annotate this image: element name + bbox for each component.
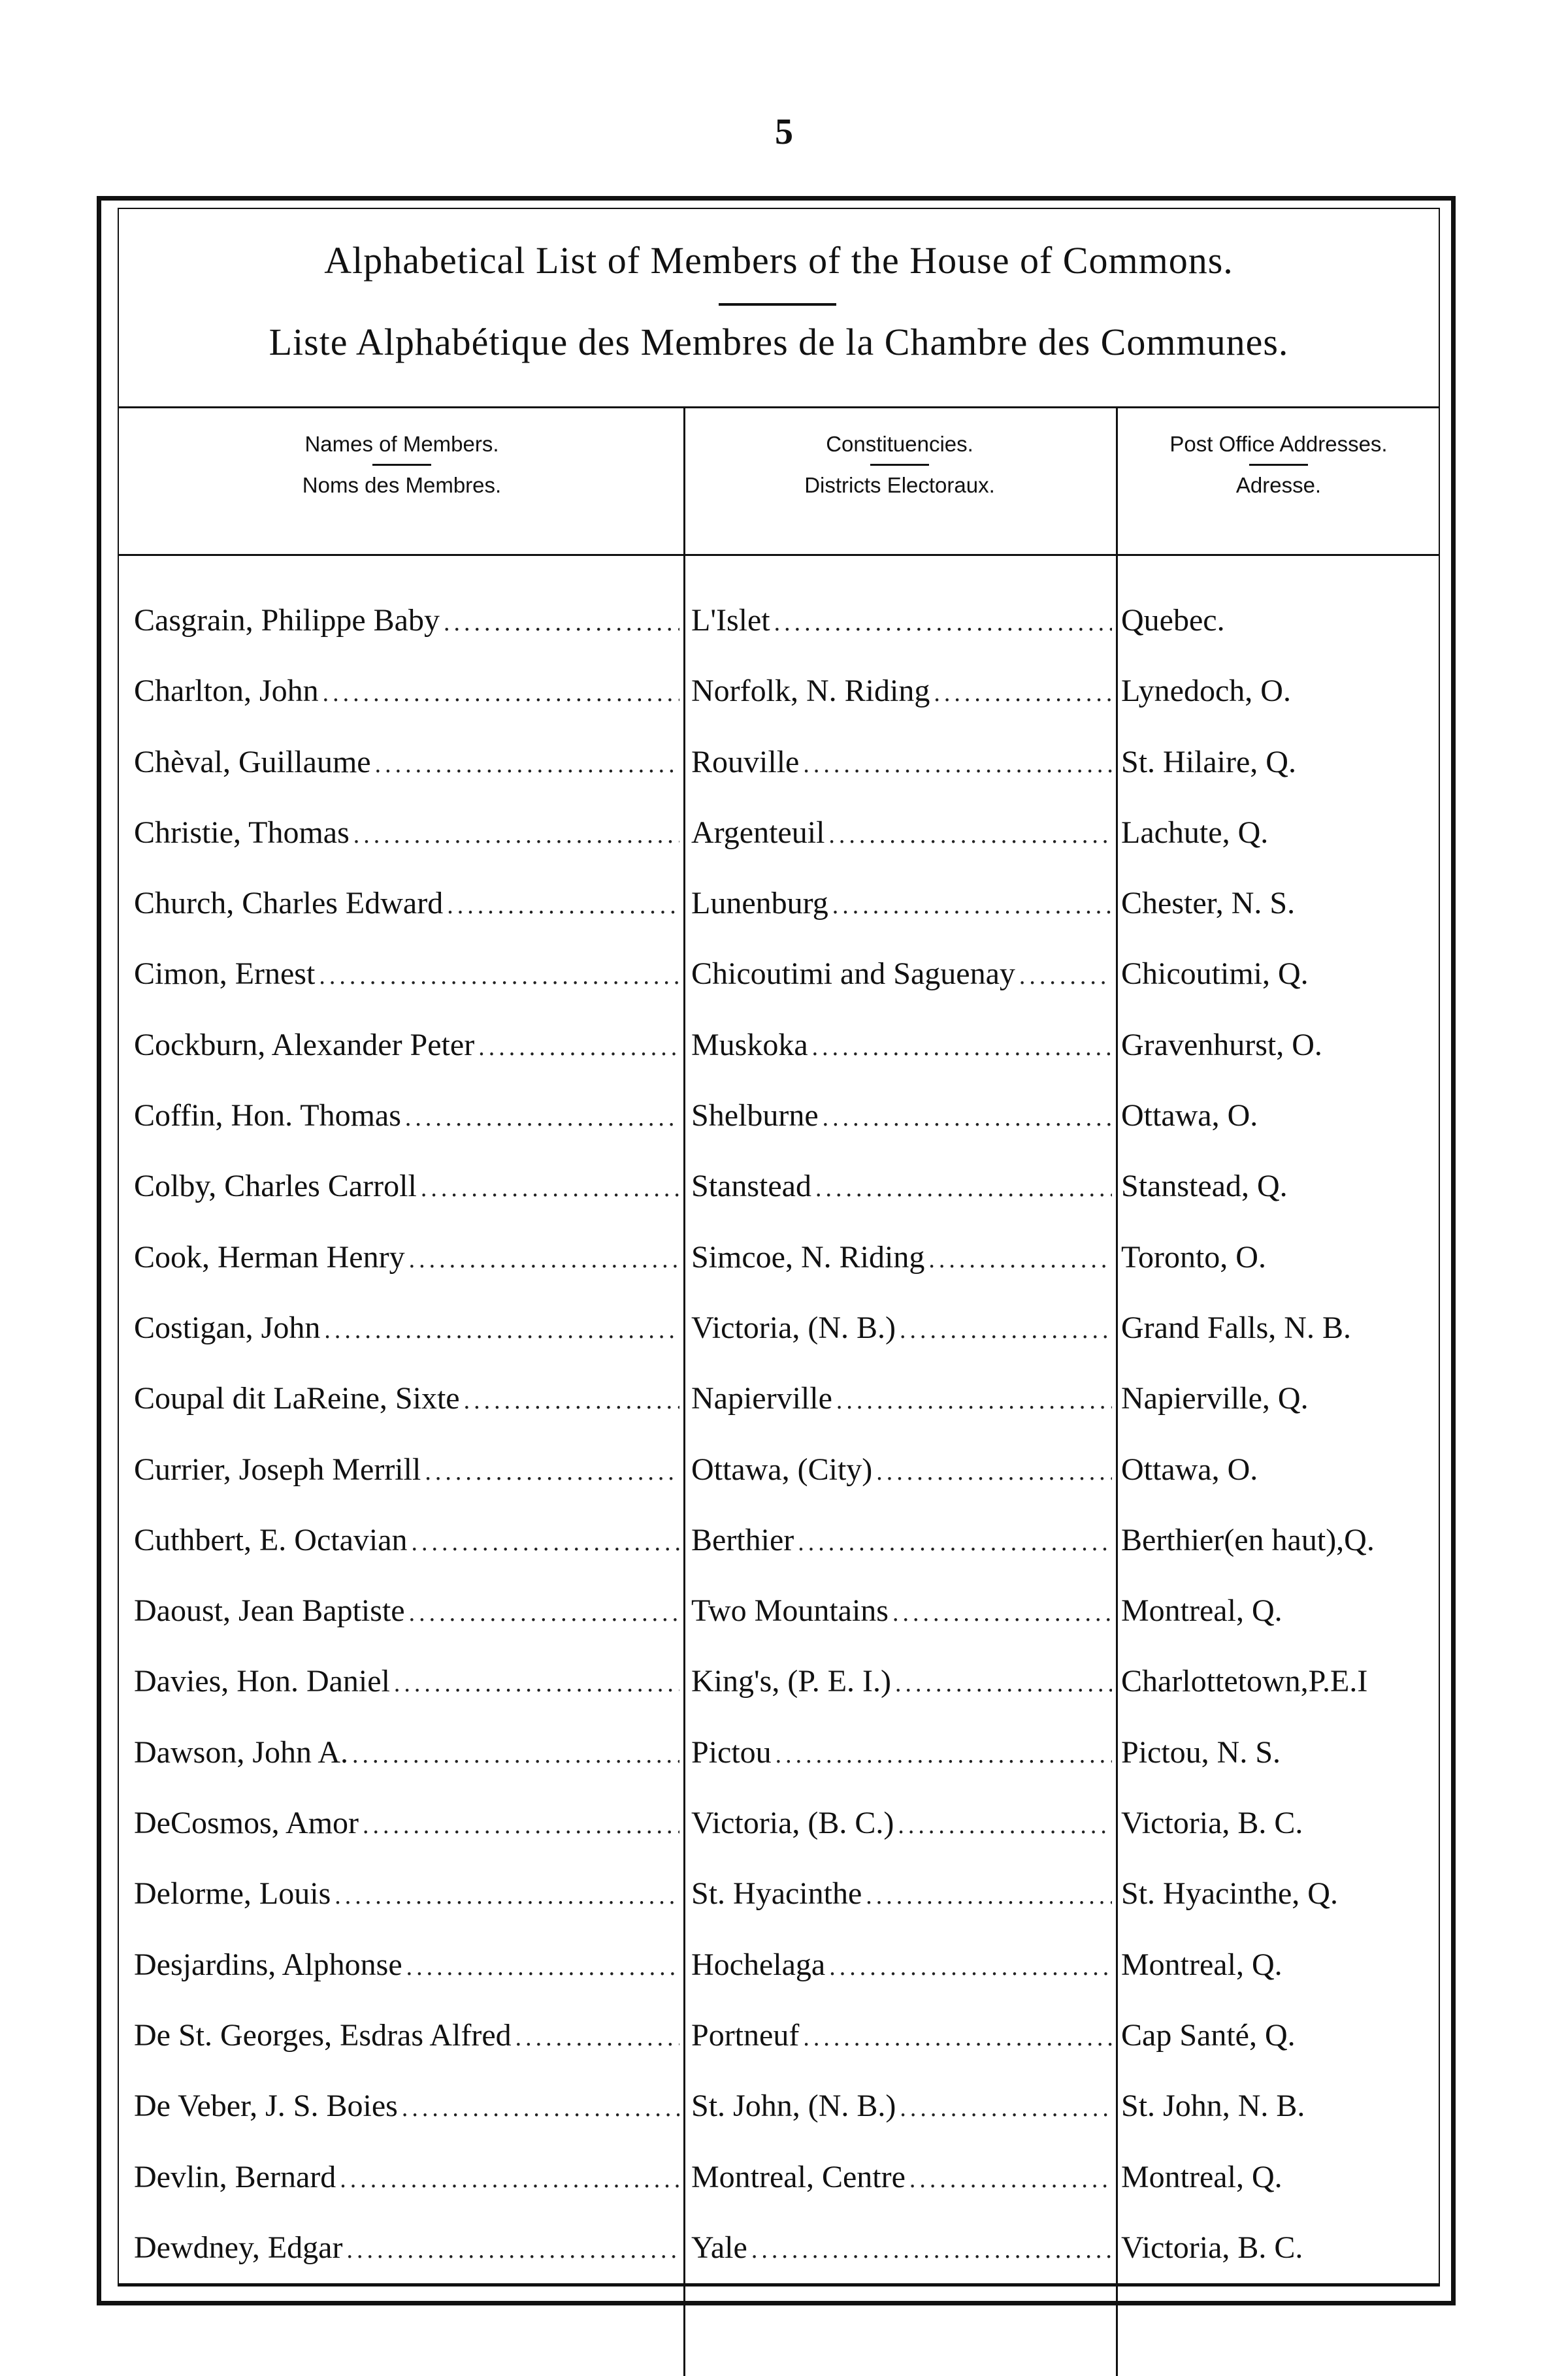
member-name-cell	[134, 1728, 679, 1778]
column-header-fr: Districts Electoraux.	[804, 473, 995, 497]
column-header-fr: Noms des Membres.	[302, 473, 502, 497]
dot-leader	[340, 2155, 679, 2202]
constituency-cell-text: Victoria, (B. C.)	[691, 1806, 894, 1841]
constituency-cell-text: Napierville	[691, 1381, 832, 1416]
constituency-cell	[691, 879, 1112, 928]
constituency-cell	[691, 1303, 1112, 1353]
constituency-cell-text: L'Islet	[691, 603, 770, 638]
table-row	[0, 596, 1568, 666]
constituency-cell	[691, 1233, 1112, 1282]
constituency-cell	[691, 666, 1112, 716]
constituency-cell-text: Two Mountains	[691, 1593, 889, 1629]
address-cell-text: Napierville, Q.	[1121, 1381, 1309, 1416]
member-name-cell-text: Costigan, John	[134, 1310, 321, 1345]
constituency-cell-text: Victoria, (N. B.)	[691, 1310, 896, 1345]
address-cell	[1121, 949, 1441, 999]
address-cell	[1121, 2223, 1441, 2273]
dot-leader	[346, 2225, 679, 2273]
member-name-cell-text: Church, Charles Edward	[134, 886, 444, 921]
address-cell	[1121, 1516, 1441, 1565]
member-name-cell	[134, 666, 679, 716]
address-cell	[1121, 2011, 1441, 2060]
address-cell	[1121, 1374, 1441, 1424]
address-cell-text: Quebec.	[1121, 603, 1225, 638]
member-name-cell	[134, 2153, 679, 2202]
address-cell-text: Victoria, B. C.	[1121, 2230, 1303, 2265]
table-row	[0, 1445, 1568, 1516]
dot-leader	[900, 2083, 1112, 2131]
constituency-cell-text: Norfolk, N. Riding	[691, 674, 930, 709]
dot-leader	[444, 598, 679, 645]
constituency-cell-text: St. John, (N. B.)	[691, 2089, 896, 2124]
member-name-cell-text: DeCosmos, Amor	[134, 1806, 359, 1841]
title-english: Alphabetical List of Members of the House of Commons.	[324, 239, 1233, 282]
constituency-cell-text: Ottawa, (City)	[691, 1452, 873, 1487]
member-name-cell	[134, 1091, 679, 1141]
constituency-cell	[691, 596, 1112, 645]
table-row	[0, 1516, 1568, 1586]
constituency-cell	[691, 1940, 1112, 1990]
address-cell	[1121, 1798, 1441, 1848]
constituency-cell-text: St. Hyacinthe	[691, 1876, 862, 1912]
member-name-cell	[134, 1516, 679, 1565]
constituency-cell-text: King's, (P. E. I.)	[691, 1664, 891, 1699]
constituency-cell-text: Yale	[691, 2230, 747, 2265]
constituency-cell	[691, 2081, 1112, 2131]
column-header-en: Names of Members.	[304, 432, 499, 456]
dot-leader	[928, 1235, 1112, 1282]
address-cell-text: St. Hilaire, Q.	[1121, 744, 1296, 779]
member-name-cell	[134, 1303, 679, 1353]
address-cell	[1121, 1091, 1441, 1141]
address-cell	[1121, 1233, 1441, 1282]
member-name-cell-text: De St. Georges, Esdras Alfred	[134, 2017, 512, 2053]
table-row	[0, 666, 1568, 737]
dot-leader	[815, 1164, 1112, 1211]
constituency-cell-text: Simcoe, N. Riding	[691, 1239, 925, 1275]
table-row	[0, 1940, 1568, 2011]
dot-leader	[323, 668, 679, 716]
address-cell-text: Montreal, Q.	[1121, 2159, 1282, 2194]
member-name-cell-text: Cuthbert, E. Octavian	[134, 1522, 408, 1557]
address-cell	[1121, 1940, 1441, 1990]
table-row	[0, 808, 1568, 879]
table-row	[0, 1869, 1568, 1940]
table-row	[0, 2081, 1568, 2152]
column-header-fr: Adresse.	[1235, 473, 1322, 497]
constituency-cell	[691, 808, 1112, 858]
member-name-cell-text: Charlton, John	[134, 674, 319, 709]
address-cell	[1121, 738, 1441, 787]
constituency-cell	[691, 1728, 1112, 1778]
address-cell	[1121, 1586, 1441, 1636]
table-row	[0, 1162, 1568, 1232]
constituency-cell	[691, 1657, 1112, 1706]
dot-leader	[836, 1376, 1112, 1424]
constituency-cell	[691, 2153, 1112, 2202]
dot-leader	[402, 2083, 679, 2131]
table-row	[0, 1303, 1568, 1374]
dot-leader	[832, 881, 1112, 928]
address-cell-text: Chester, N. S.	[1121, 886, 1296, 921]
dot-leader	[803, 2013, 1112, 2060]
dot-leader	[829, 1942, 1112, 1990]
constituency-cell	[691, 2223, 1112, 2273]
table-row	[0, 879, 1568, 949]
dot-leader	[774, 598, 1112, 645]
dot-leader	[405, 1093, 679, 1141]
dot-leader	[876, 1447, 1112, 1495]
member-name-cell	[134, 738, 679, 787]
constituency-cell	[691, 1020, 1112, 1070]
constituency-cell	[691, 1091, 1112, 1141]
dot-leader	[751, 2225, 1112, 2273]
member-name-cell	[134, 1940, 679, 1990]
dot-leader	[394, 1659, 679, 1706]
address-cell-text: St. John, N. B.	[1121, 2089, 1305, 2124]
dot-leader	[464, 1376, 679, 1424]
dot-leader	[934, 668, 1112, 716]
address-cell	[1121, 1445, 1441, 1495]
address-cell	[1121, 1657, 1441, 1706]
constituency-cell-text: Portneuf	[691, 2017, 800, 2053]
address-cell-text: Toronto, O.	[1121, 1239, 1266, 1275]
column-header-names	[124, 425, 679, 505]
member-name-cell-text: Dewdney, Edgar	[134, 2230, 343, 2265]
member-name-cell	[134, 1020, 679, 1070]
dot-leader	[909, 2155, 1112, 2202]
constituency-cell	[691, 1869, 1112, 1919]
constituency-cell	[691, 1586, 1112, 1636]
dot-leader	[1019, 951, 1112, 999]
member-name-cell-text: Cimon, Ernest	[134, 956, 316, 992]
address-cell	[1121, 1020, 1441, 1070]
address-cell	[1121, 2081, 1441, 2131]
member-name-cell	[134, 879, 679, 928]
constituency-cell-text: Montreal, Centre	[691, 2159, 906, 2194]
constituency-cell	[691, 1445, 1112, 1495]
address-cell-text: Chicoutimi, Q.	[1121, 956, 1309, 992]
dot-leader	[353, 810, 679, 858]
address-cell-text: Montreal, Q.	[1121, 1593, 1282, 1629]
dot-leader	[324, 1305, 679, 1353]
dot-leader	[812, 1022, 1112, 1070]
constituency-cell-text: Argenteuil	[691, 815, 825, 850]
address-cell-text: Lachute, Q.	[1121, 815, 1269, 850]
address-cell-text: Ottawa, O.	[1121, 1452, 1258, 1487]
table-row	[0, 1657, 1568, 1727]
constituency-cell-text: Pictou	[691, 1734, 772, 1770]
member-name-cell	[134, 2081, 679, 2131]
address-cell-text: Stanstead, Q.	[1121, 1169, 1288, 1204]
constituency-cell	[691, 949, 1112, 999]
constituency-cell	[691, 1162, 1112, 1211]
address-cell-text: Montreal, Q.	[1121, 1947, 1282, 1982]
member-name-cell-text: Desjardins, Alphonse	[134, 1947, 402, 1982]
dot-leader	[409, 1588, 679, 1636]
header-top-rule	[119, 406, 1439, 408]
address-cell	[1121, 596, 1441, 645]
table-row	[0, 1798, 1568, 1869]
address-cell-text: Gravenhurst, O.	[1121, 1027, 1322, 1062]
member-name-cell	[134, 2223, 679, 2273]
member-name-cell-text: Cockburn, Alexander Peter	[134, 1027, 475, 1062]
member-name-cell	[134, 1586, 679, 1636]
table-row	[0, 949, 1568, 1020]
member-name-cell-text: Coupal dit LaReine, Sixte	[134, 1381, 460, 1416]
member-name-cell-text: Daoust, Jean Baptiste	[134, 1593, 405, 1629]
dot-leader	[478, 1022, 679, 1070]
dot-leader	[823, 1093, 1112, 1141]
address-cell	[1121, 1303, 1441, 1353]
member-name-cell-text: Cook, Herman Henry	[134, 1239, 405, 1275]
member-name-cell-text: Delorme, Louis	[134, 1876, 331, 1912]
constituency-cell-text: Hochelaga	[691, 1947, 826, 1982]
constituency-cell	[691, 2011, 1112, 2060]
address-cell	[1121, 808, 1441, 858]
dot-leader	[895, 1659, 1112, 1706]
table-row	[0, 1586, 1568, 1657]
constituency-cell	[691, 1516, 1112, 1565]
table-row	[0, 1233, 1568, 1303]
table-row	[0, 1728, 1568, 1798]
dot-leader	[421, 1164, 679, 1211]
address-cell-text: Ottawa, O.	[1121, 1098, 1258, 1133]
address-cell-text: Cap Santé, Q.	[1121, 2017, 1296, 2053]
member-name-cell-text: De Veber, J. S. Boies	[134, 2089, 398, 2124]
member-name-cell-text: Christie, Thomas	[134, 815, 350, 850]
title-divider	[719, 303, 836, 306]
dot-leader	[319, 951, 679, 999]
dot-leader	[798, 1518, 1112, 1565]
address-cell	[1121, 879, 1441, 928]
member-name-cell-text: Coffin, Hon. Thomas	[134, 1098, 401, 1133]
member-name-cell	[134, 1233, 679, 1282]
column-header-constituencies	[687, 425, 1112, 505]
constituency-cell-text: Lunenburg	[691, 886, 828, 921]
constituency-cell-text: Shelburne	[691, 1098, 819, 1133]
dot-leader	[352, 1730, 679, 1778]
table-row	[0, 2011, 1568, 2081]
title-french: Liste Alphabétique des Membres de la Chambre des Communes.	[269, 321, 1289, 363]
member-name-cell	[134, 1798, 679, 1848]
member-name-cell	[134, 808, 679, 858]
dot-leader	[335, 1871, 679, 1919]
bottom-rule	[118, 2283, 1440, 2286]
address-cell	[1121, 1869, 1441, 1919]
address-cell-text: Berthier(en haut),Q.	[1121, 1522, 1375, 1557]
member-name-cell-text: Davies, Hon. Daniel	[134, 1664, 390, 1699]
address-cell	[1121, 2153, 1441, 2202]
member-name-cell	[134, 1374, 679, 1424]
member-name-cell	[134, 1162, 679, 1211]
dot-leader	[406, 1942, 679, 1990]
dot-leader	[828, 810, 1112, 858]
member-name-cell	[134, 2011, 679, 2060]
member-name-cell-text: Devlin, Bernard	[134, 2159, 336, 2194]
member-name-cell-text: Currier, Joseph Merrill	[134, 1452, 421, 1487]
member-name-cell-text: Chèval, Guillaume	[134, 744, 371, 779]
constituency-cell	[691, 1798, 1112, 1848]
address-cell-text: St. Hyacinthe, Q.	[1121, 1876, 1338, 1912]
dot-leader	[892, 1588, 1112, 1636]
member-name-cell	[134, 949, 679, 999]
address-cell-text: Charlottetown,P.E.I	[1121, 1664, 1368, 1699]
constituency-cell-text: Stanstead	[691, 1169, 811, 1204]
member-name-cell	[134, 1869, 679, 1919]
dot-leader	[425, 1447, 679, 1495]
constituency-cell	[691, 738, 1112, 787]
column-header-en: Post Office Addresses.	[1169, 432, 1388, 456]
member-name-cell-text: Casgrain, Philippe Baby	[134, 603, 440, 638]
dot-leader	[412, 1518, 679, 1565]
dot-leader	[900, 1305, 1112, 1353]
page-number: 5	[775, 112, 793, 152]
column-header-addresses	[1119, 425, 1439, 505]
member-name-cell	[134, 1445, 679, 1495]
table-row	[0, 2153, 1568, 2223]
member-name-cell-text: Dawson, John A.	[134, 1734, 349, 1770]
constituency-cell-text: Berthier	[691, 1522, 794, 1557]
dot-leader	[447, 881, 679, 928]
address-cell	[1121, 666, 1441, 716]
address-cell-text: Grand Falls, N. B.	[1121, 1310, 1351, 1345]
column-header-en: Constituencies.	[826, 432, 973, 456]
member-name-cell-text: Colby, Charles Carroll	[134, 1169, 417, 1204]
table-row	[0, 1091, 1568, 1162]
dot-leader	[409, 1235, 679, 1282]
member-name-cell	[134, 596, 679, 645]
constituency-cell-text: Muskoka	[691, 1027, 808, 1062]
constituency-cell-text: Chicoutimi and Saguenay	[691, 956, 1015, 992]
dot-leader	[375, 740, 679, 787]
address-cell-text: Victoria, B. C.	[1121, 1806, 1303, 1841]
table-row	[0, 1374, 1568, 1444]
address-cell	[1121, 1728, 1441, 1778]
dot-leader	[803, 740, 1112, 787]
constituency-cell-text: Rouville	[691, 744, 800, 779]
address-cell-text: Pictou, N. S.	[1121, 1734, 1281, 1770]
member-name-cell	[134, 1657, 679, 1706]
address-cell	[1121, 1162, 1441, 1211]
dot-leader	[776, 1730, 1112, 1778]
address-cell-text: Lynedoch, O.	[1121, 674, 1291, 709]
dot-leader	[866, 1871, 1112, 1919]
dot-leader	[363, 1800, 679, 1848]
table-row	[0, 738, 1568, 808]
constituency-cell	[691, 1374, 1112, 1424]
dot-leader	[515, 2013, 679, 2060]
members-table	[0, 596, 1568, 2294]
header-bottom-rule	[119, 554, 1439, 556]
table-row	[0, 1020, 1568, 1091]
dot-leader	[898, 1800, 1112, 1848]
